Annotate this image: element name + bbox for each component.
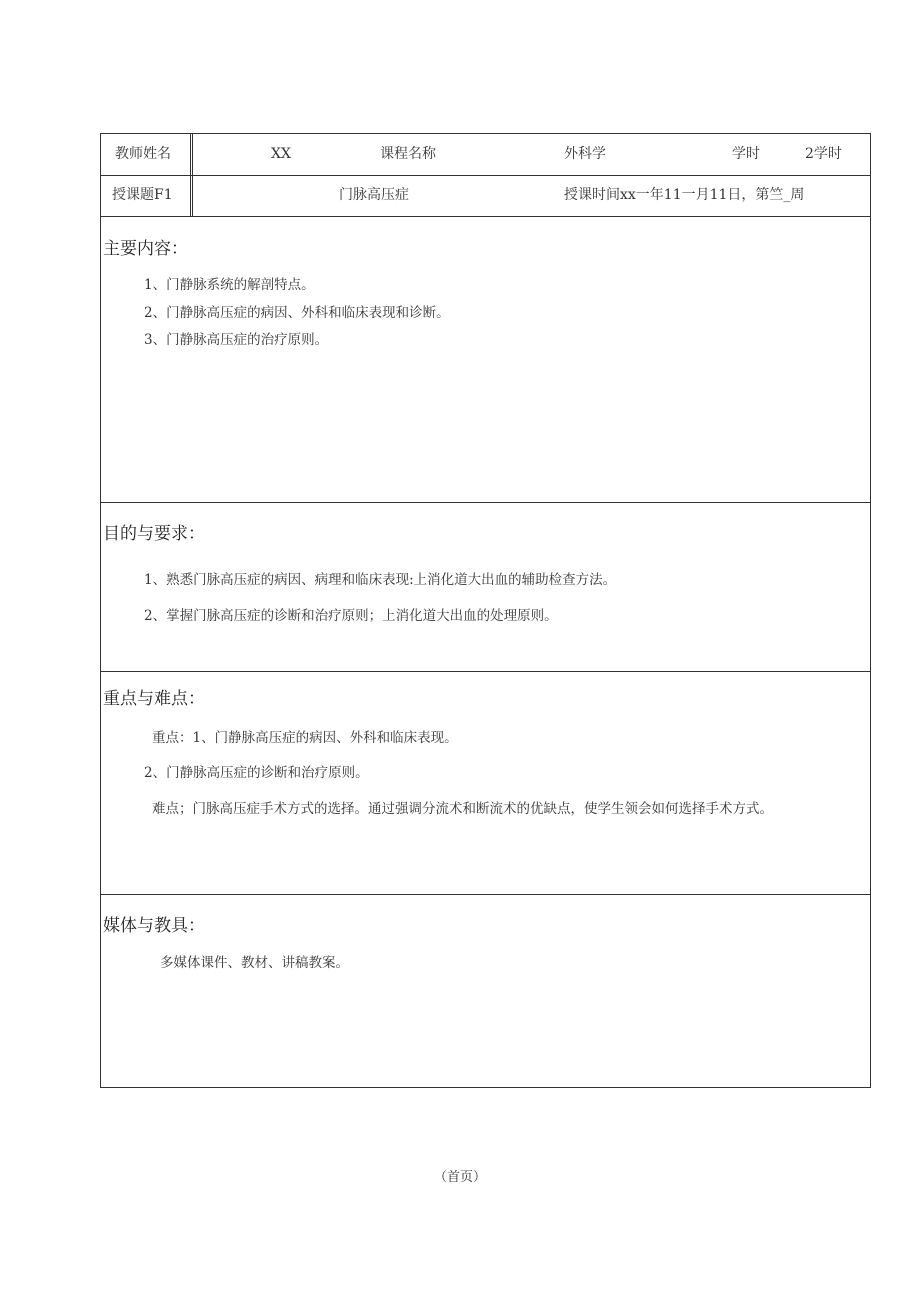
section-key-points [101, 672, 870, 895]
section-title: 重点与难点： [103, 689, 205, 709]
page-footer: （首页） [433, 1170, 486, 1185]
section-goals [101, 503, 870, 672]
teacher-value: XX [271, 146, 291, 162]
section-media [101, 895, 870, 1087]
list-item: 重点：1、门静脉高压症的病因、外科和临床表现。 [152, 730, 458, 746]
list-item: 2、掌握门脉高压症的诊断和治疗原则；上消化道大出血的处理原则。 [144, 608, 558, 624]
section-title: 主要内容： [103, 239, 188, 259]
section-title: 媒体与教具： [103, 916, 205, 936]
hours-value: 2学时 [805, 146, 842, 162]
section-main-content [101, 216, 870, 503]
list-item: 3、门静脉高压症的治疗原则。 [144, 332, 329, 348]
header-divider-double [192, 134, 193, 216]
list-item: 2、门静脉高压症的诊断和治疗原则。 [144, 765, 369, 781]
course-label: 课程名称 [380, 146, 436, 162]
topic-value: 门脉高压症 [339, 187, 409, 203]
list-item: 难点；门脉高压症手术方式的选择。通过强调分流术和断流术的优缺点，使学生领会如何选择手术方式。 [152, 801, 773, 817]
topic-label: 授课题F1 [112, 187, 173, 203]
teacher-label: 教师姓名 [115, 146, 171, 162]
lesson-plan-table [100, 133, 871, 1088]
section-title: 目的与要求： [103, 524, 205, 544]
course-value: 外科学 [564, 146, 606, 162]
list-item: 1、门静脉系统的解剖特点。 [144, 277, 315, 293]
list-item: 2、门静脉高压症的病因、外科和临床表现和诊断。 [144, 305, 450, 321]
header-divider [190, 134, 191, 216]
list-item: 1、熟悉门脉高压症的病因、病理和临床表现:上消化道大出血的辅助检查方法。 [144, 572, 617, 588]
hours-label: 学时 [732, 146, 760, 162]
class-time: 授课时间xx一年11一月11日，第竺_周 [564, 187, 805, 203]
list-item: 多媒体课件、教材、讲稿教案。 [160, 955, 349, 971]
